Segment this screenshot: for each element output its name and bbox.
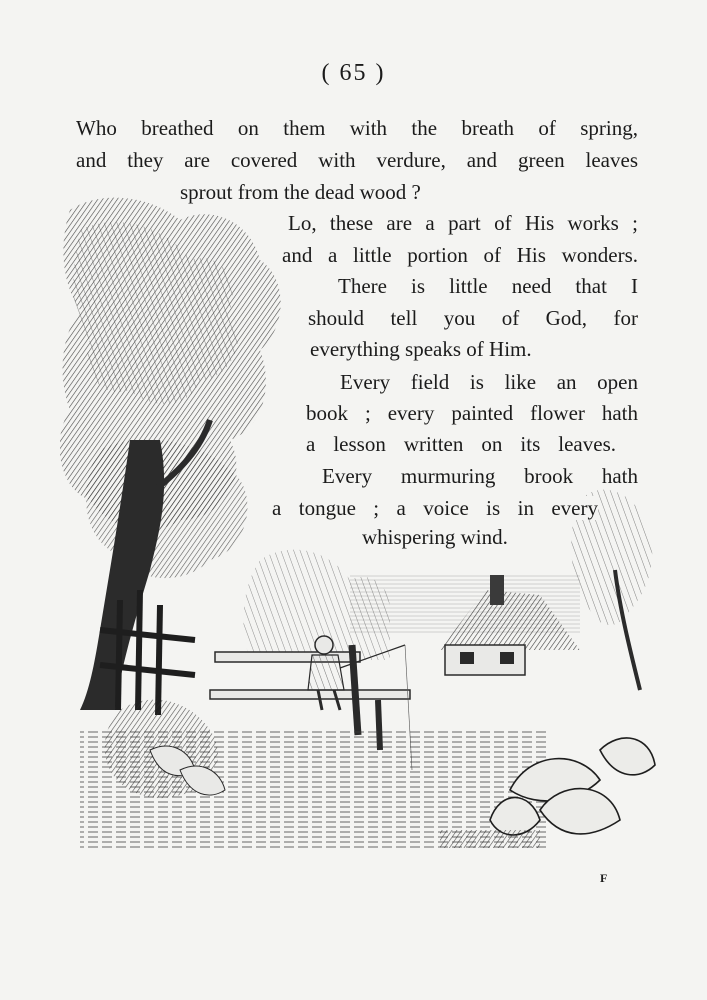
text-line-7: should tell you of God, for <box>308 306 638 330</box>
text-line-8: everything speaks of Him. <box>310 337 532 361</box>
text-line-14: whispering wind. <box>362 525 508 549</box>
text-line-6: There is little need that I <box>338 274 638 298</box>
tree-canopy <box>60 198 281 578</box>
text-line-10: book ; every painted flower hath <box>306 401 638 425</box>
text-line-5: and a little portion of His wonders. <box>282 243 638 267</box>
text-line-13: a tongue ; a voice is in every <box>272 496 598 520</box>
signature-mark: F <box>600 871 608 885</box>
rocks <box>440 830 540 848</box>
text-line-11: a lesson written on its leaves. <box>306 432 616 456</box>
foreground-plants-left <box>105 700 225 799</box>
text-line-1: Who breathed on them with the breath of spring, <box>76 116 638 140</box>
text-line-12: Every murmuring brook hath <box>322 464 638 488</box>
text-line-4: Lo, these are a part of His works ; <box>288 211 638 235</box>
text-line-9: Every field is like an open <box>340 370 638 394</box>
text-line-2: and they are covered with verdure, and green leaves <box>76 148 638 172</box>
page-number: ( 65 ) <box>321 60 386 86</box>
text-line-3: sprout from the dead wood ? <box>180 180 421 204</box>
